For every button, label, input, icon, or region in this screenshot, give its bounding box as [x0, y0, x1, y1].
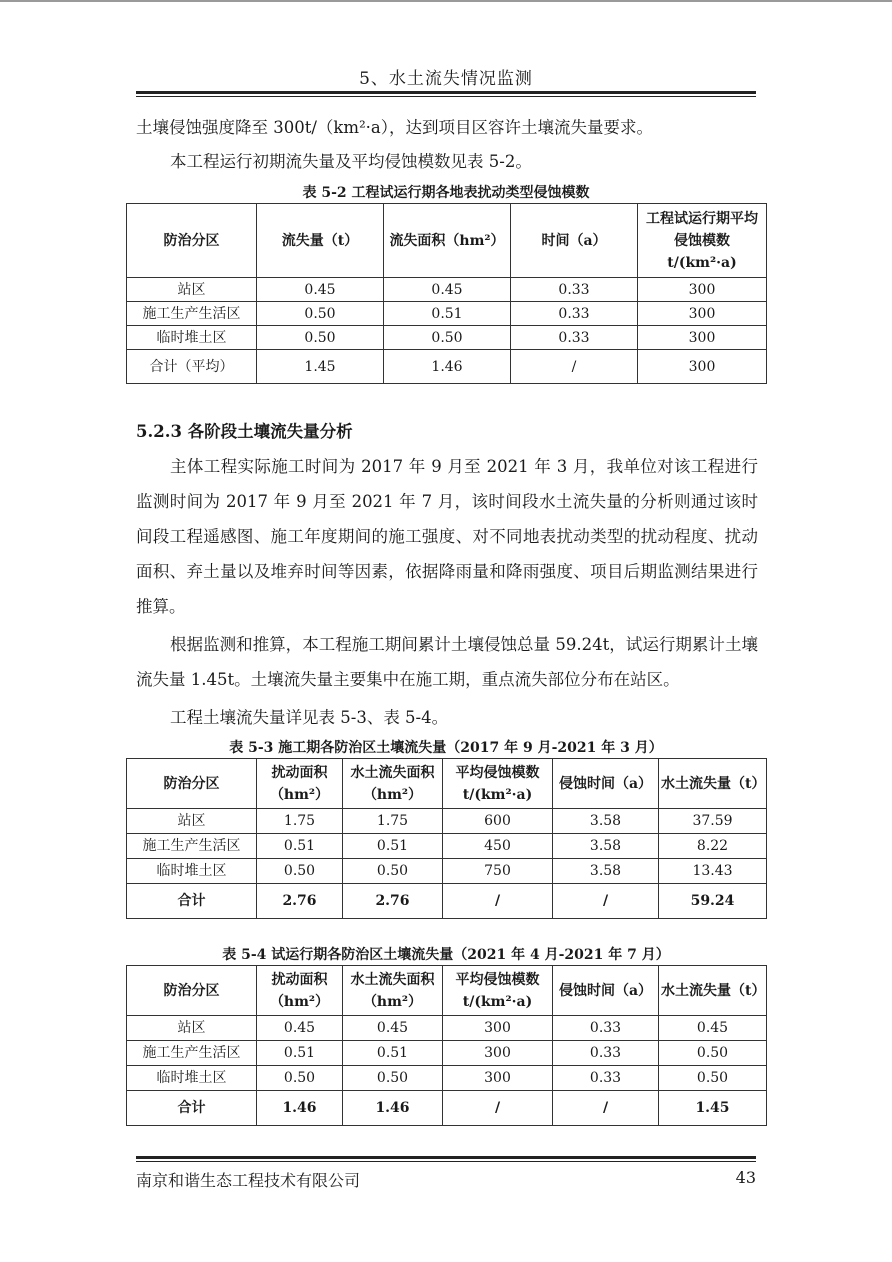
table-cell: 0.45	[343, 1016, 443, 1041]
paragraph-table52-intro: 本工程运行初期流失量及平均侵蚀模数见表 5-2。	[170, 152, 532, 171]
table-cell: 0.45	[257, 278, 384, 302]
table-cell: 3.58	[553, 859, 659, 884]
table-cell: 施工生产生活区	[127, 302, 257, 326]
table52-header-cell: 工程试运行期平均侵蚀模数 t/(km²·a)	[638, 204, 767, 278]
table-cell: 1.46	[343, 1091, 443, 1126]
header-rule-thick	[136, 91, 756, 94]
table-cell: 站区	[127, 1016, 257, 1041]
table-cell: 1.45	[659, 1091, 767, 1126]
paragraph-erosion-intensity: 土壤侵蚀强度降至 300t/（km²·a），达到项目区容许土壤流失量要求。	[136, 118, 654, 137]
table-cell: /	[443, 1091, 553, 1126]
table-cell: 施工生产生活区	[127, 834, 257, 859]
table-cell: 0.50	[257, 302, 384, 326]
table-cell: 0.50	[257, 859, 343, 884]
table-cell: 临时堆土区	[127, 1066, 257, 1091]
table54-header-cell: 扰动面积（hm²）	[257, 966, 343, 1016]
table-cell: 0.51	[257, 1041, 343, 1066]
table-cell: 300	[638, 278, 767, 302]
table-cell: 临时堆土区	[127, 326, 257, 350]
table-total-row	[127, 1091, 767, 1126]
table-cell: 0.50	[659, 1041, 767, 1066]
page-top-border	[0, 0, 892, 2]
table-row	[127, 302, 767, 326]
table53-header-cell: 侵蚀时间（a）	[553, 759, 659, 809]
table-cell: 0.33	[511, 302, 638, 326]
table-cell: 750	[443, 859, 553, 884]
table-row	[127, 1066, 767, 1091]
table-cell: 0.33	[553, 1016, 659, 1041]
table54-header-cell: 水土流失量（t）	[659, 966, 767, 1016]
table52-header-cell: 时间（a）	[511, 204, 638, 278]
footer-company-name: 南京和谐生态工程技术有限公司	[136, 1171, 361, 1190]
table-cell: 合计（平均）	[127, 350, 257, 384]
table52-header-cell: 防治分区	[127, 204, 257, 278]
table-cell: 0.51	[384, 302, 511, 326]
table-cell: 0.33	[553, 1041, 659, 1066]
table-cell: 0.45	[384, 278, 511, 302]
table-row	[127, 834, 767, 859]
table-row	[127, 278, 767, 302]
table-cell: /	[553, 1091, 659, 1126]
table53-header-cell: 水土流失面积（hm²）	[343, 759, 443, 809]
table-cell: 300	[638, 350, 767, 384]
table-cell: 1.46	[257, 1091, 343, 1126]
table-cell: 0.50	[343, 1066, 443, 1091]
table-row	[127, 1016, 767, 1041]
page-header-title: 5、水土流失情况监测	[359, 69, 533, 89]
table-cell: 8.22	[659, 834, 767, 859]
table-cell: 0.51	[343, 834, 443, 859]
table-cell: 站区	[127, 278, 257, 302]
table53	[126, 758, 767, 919]
table-cell: 59.24	[659, 884, 767, 919]
table-cell: 37.59	[659, 809, 767, 834]
table-cell: 300	[443, 1016, 553, 1041]
table-cell: 施工生产生活区	[127, 1041, 257, 1066]
table54-header-cell: 水土流失面积（hm²）	[343, 966, 443, 1016]
table52-caption: 表 5-2 工程试运行期各地表扰动类型侵蚀模数	[302, 185, 590, 201]
table53-header-cell: 水土流失量（t）	[659, 759, 767, 809]
table-cell: 600	[443, 809, 553, 834]
table-cell: 临时堆土区	[127, 859, 257, 884]
table53-header-cell: 扰动面积（hm²）	[257, 759, 343, 809]
table54-header-cell: 平均侵蚀模数 t/(km²·a)	[443, 966, 553, 1016]
table54-header-cell: 防治分区	[127, 966, 257, 1016]
table-row	[127, 1041, 767, 1066]
table-cell: 0.50	[257, 1066, 343, 1091]
table-cell: 合计	[127, 884, 257, 919]
table-row	[127, 809, 767, 834]
table-cell: 1.45	[257, 350, 384, 384]
paragraph-erosion-totals: 根据监测和推算，本工程施工期间累计土壤侵蚀总量 59.24t，试运行期累计土壤流失量 1.45t。土壤流失量主要集中在施工期，重点流失部位分布在站区。	[136, 635, 758, 689]
table-cell: 1.75	[257, 809, 343, 834]
table-cell: 1.46	[384, 350, 511, 384]
table-cell: /	[443, 884, 553, 919]
table-cell: 450	[443, 834, 553, 859]
table-cell: 300	[443, 1066, 553, 1091]
table-cell: 0.51	[257, 834, 343, 859]
table-cell: 13.43	[659, 859, 767, 884]
table-cell: 300	[638, 326, 767, 350]
paragraph-table-refs: 工程土壤流失量详见表 5-3、表 5-4。	[170, 708, 449, 727]
table-cell: /	[553, 884, 659, 919]
table-cell: 0.50	[343, 859, 443, 884]
table-cell: 300	[638, 302, 767, 326]
table52-header-cell: 流失面积（hm²）	[384, 204, 511, 278]
table-cell: 0.33	[511, 278, 638, 302]
table-cell: 0.51	[343, 1041, 443, 1066]
table-cell: 0.45	[257, 1016, 343, 1041]
footer-rule-thin	[136, 1161, 756, 1162]
table53-caption: 表 5-3 施工期各防治区土壤流失量（2017 年 9 月-2021 年 3 月）	[229, 740, 663, 756]
table-total-row	[127, 884, 767, 919]
table-cell: 1.75	[343, 809, 443, 834]
table-row	[127, 326, 767, 350]
table-row	[127, 350, 767, 384]
table52	[126, 203, 767, 384]
footer-rule-thick	[136, 1156, 756, 1159]
table54-header-row	[127, 966, 767, 1016]
table-cell: 2.76	[257, 884, 343, 919]
table52-header-cell: 流失量（t）	[257, 204, 384, 278]
table52-header-row	[127, 204, 767, 278]
table-cell: 300	[443, 1041, 553, 1066]
table-cell: 3.58	[553, 834, 659, 859]
table-cell: 0.45	[659, 1016, 767, 1041]
table-cell: 2.76	[343, 884, 443, 919]
table53-header-cell: 防治分区	[127, 759, 257, 809]
table53-header-row	[127, 759, 767, 809]
table-cell: 站区	[127, 809, 257, 834]
table-row	[127, 859, 767, 884]
header-rule-thin	[136, 96, 756, 97]
table-cell: 0.33	[553, 1066, 659, 1091]
table-cell: 0.50	[384, 326, 511, 350]
table-cell: /	[511, 350, 638, 384]
table-cell: 0.33	[511, 326, 638, 350]
page-number: 43	[735, 1168, 756, 1187]
table54	[126, 965, 767, 1126]
section-heading: 5.2.3 各阶段土壤流失量分析	[136, 422, 353, 441]
table54-caption: 表 5-4 试运行期各防治区土壤流失量（2021 年 4 月-2021 年 7 月）	[222, 947, 670, 963]
table-cell: 0.50	[257, 326, 384, 350]
table-cell: 3.58	[553, 809, 659, 834]
table54-header-cell: 侵蚀时间（a）	[553, 966, 659, 1016]
table53-header-cell: 平均侵蚀模数 t/(km²·a)	[443, 759, 553, 809]
table-cell: 合计	[127, 1091, 257, 1126]
paragraph-monitoring-period: 主体工程实际施工时间为 2017 年 9 月至 2021 年 3 月，我单位对该工程进行监测时间为 2017 年 9 月至 2021 年 7 月，该时间段水土流失量的分析则通过该时间段工程遥感图、施工年度期间的施工强度、对不同地表扰动类型的扰动程度、扰动面积、弃土量以及堆弃时间等因素，依据降雨量和降雨强度、项目后期监测结果进行推算。	[136, 457, 758, 616]
table-cell: 0.50	[659, 1066, 767, 1091]
